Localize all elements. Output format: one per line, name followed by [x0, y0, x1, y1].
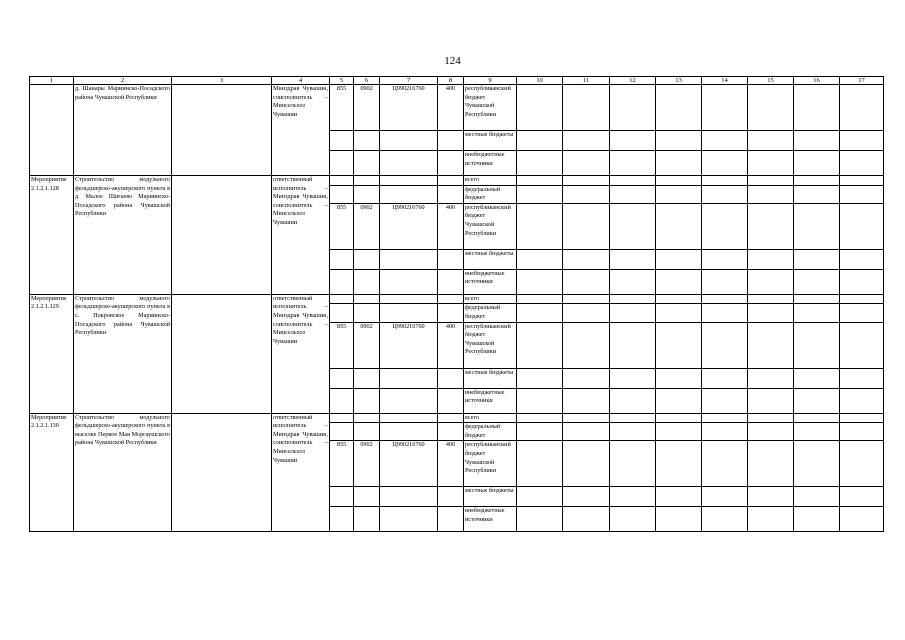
code-rzpr: 0902 [354, 322, 380, 368]
measure-name: Строительство модульного фельдшерско-акушерского пункта в с. Покровское Мариинско-Посадского района Чувашской Республики [74, 294, 172, 413]
funding-source: внебюджетные источники [464, 388, 517, 413]
empty-cell-col-17 [840, 151, 884, 176]
page-number: 124 [444, 55, 461, 67]
empty-cell-col-11 [563, 388, 610, 413]
measure-name: д. Шанары Мариинско-Посадского района Чувашской Республики [74, 85, 172, 176]
empty-cell-col-12 [610, 441, 656, 487]
funding-source: всего [464, 413, 517, 423]
col-3 [172, 176, 272, 295]
empty-cell-col-10 [517, 507, 563, 532]
empty-cell-col-7 [380, 487, 438, 507]
empty-cell-col-17 [840, 269, 884, 294]
empty-cell-col-13 [656, 85, 702, 131]
empty-cell-col-13 [656, 151, 702, 176]
funding-source: федеральный бюджет [464, 423, 517, 441]
empty-cell-col-13 [656, 441, 702, 487]
empty-cell-col-7 [380, 368, 438, 388]
empty-cell-col-8 [438, 304, 464, 322]
empty-cell-col-12 [610, 269, 656, 294]
empty-cell-col-7 [380, 423, 438, 441]
empty-cell-col-15 [748, 185, 794, 203]
empty-cell-col-17 [840, 294, 884, 304]
header-col-6: 6 [354, 77, 380, 85]
empty-cell-col-13 [656, 249, 702, 269]
empty-cell-col-5 [330, 487, 354, 507]
empty-cell-col-11 [563, 487, 610, 507]
empty-cell-col-11 [563, 441, 610, 487]
empty-cell-col-16 [794, 294, 840, 304]
funding-source: местные бюджеты [464, 131, 517, 151]
empty-cell-col-17 [840, 487, 884, 507]
empty-cell-col-14 [702, 368, 748, 388]
empty-cell-col-14 [702, 294, 748, 304]
empty-cell-col-16 [794, 269, 840, 294]
code-grbs: 855 [330, 441, 354, 487]
empty-cell-col-11 [563, 368, 610, 388]
empty-cell-col-15 [748, 487, 794, 507]
code-grbs: 855 [330, 85, 354, 131]
empty-cell-col-7 [380, 507, 438, 532]
empty-cell-col-16 [794, 151, 840, 176]
empty-cell-col-11 [563, 85, 610, 131]
empty-cell-col-6 [354, 151, 380, 176]
header-col-14: 14 [702, 77, 748, 85]
empty-cell-col-10 [517, 151, 563, 176]
header-col-1: 1 [30, 77, 74, 85]
empty-cell-col-7 [380, 176, 438, 186]
empty-cell-col-6 [354, 131, 380, 151]
empty-cell-col-5 [330, 507, 354, 532]
empty-cell-col-17 [840, 176, 884, 186]
executor: ответственный исполнитель – Минздрав Чувашии, соисполнитель – Минсельхоз Чувашии [272, 176, 330, 295]
header-col-15: 15 [748, 77, 794, 85]
empty-cell-col-14 [702, 487, 748, 507]
empty-cell-col-11 [563, 249, 610, 269]
empty-cell-col-16 [794, 487, 840, 507]
empty-cell-col-17 [840, 388, 884, 413]
empty-cell-col-14 [702, 249, 748, 269]
empty-cell-col-11 [563, 131, 610, 151]
empty-cell-col-13 [656, 176, 702, 186]
empty-cell-col-17 [840, 413, 884, 423]
empty-cell-col-14 [702, 304, 748, 322]
col-3 [172, 294, 272, 413]
empty-cell-col-10 [517, 249, 563, 269]
empty-cell-col-6 [354, 269, 380, 294]
empty-cell-col-17 [840, 85, 884, 131]
empty-cell-col-15 [748, 249, 794, 269]
code-grbs: 855 [330, 322, 354, 368]
funding-source: внебюджетные источники [464, 269, 517, 294]
empty-cell-col-5 [330, 304, 354, 322]
empty-cell-col-7 [380, 151, 438, 176]
empty-cell-col-10 [517, 131, 563, 151]
empty-cell-col-12 [610, 131, 656, 151]
empty-cell-col-5 [330, 368, 354, 388]
code-vr: 400 [438, 203, 464, 249]
empty-cell-col-6 [354, 176, 380, 186]
empty-cell-col-12 [610, 304, 656, 322]
empty-cell-col-11 [563, 151, 610, 176]
empty-cell-col-11 [563, 269, 610, 294]
code-csr: Ц990216760 [380, 203, 438, 249]
empty-cell-col-16 [794, 185, 840, 203]
empty-cell-col-16 [794, 249, 840, 269]
empty-cell-col-15 [748, 304, 794, 322]
header-col-4: 4 [272, 77, 330, 85]
empty-cell-col-14 [702, 131, 748, 151]
executor: ответственный исполнитель – Минздрав Чувашии, соисполнитель – Минсельхоз Чувашии [272, 294, 330, 413]
empty-cell-col-6 [354, 304, 380, 322]
empty-cell-col-8 [438, 413, 464, 423]
empty-cell-col-5 [330, 151, 354, 176]
empty-cell-col-5 [330, 249, 354, 269]
empty-cell-col-16 [794, 85, 840, 131]
empty-cell-col-14 [702, 203, 748, 249]
empty-cell-col-16 [794, 507, 840, 532]
empty-cell-col-14 [702, 441, 748, 487]
empty-cell-col-13 [656, 131, 702, 151]
funding-source: республиканский бюджет Чувашской Республики [464, 203, 517, 249]
header-col-16: 16 [794, 77, 840, 85]
empty-cell-col-7 [380, 269, 438, 294]
empty-cell-col-15 [748, 203, 794, 249]
empty-cell-col-5 [330, 176, 354, 186]
measure-label: Мероприятие 2.1.2.1.128 [30, 176, 74, 295]
empty-cell-col-14 [702, 413, 748, 423]
empty-cell-col-11 [563, 203, 610, 249]
empty-cell-col-16 [794, 176, 840, 186]
empty-cell-col-6 [354, 423, 380, 441]
empty-cell-col-16 [794, 423, 840, 441]
empty-cell-col-10 [517, 185, 563, 203]
funding-source: местные бюджеты [464, 249, 517, 269]
empty-cell-col-8 [438, 368, 464, 388]
empty-cell-col-16 [794, 322, 840, 368]
empty-cell-col-12 [610, 487, 656, 507]
empty-cell-col-17 [840, 322, 884, 368]
empty-cell-col-6 [354, 487, 380, 507]
empty-cell-col-7 [380, 185, 438, 203]
empty-cell-col-16 [794, 413, 840, 423]
empty-cell-col-6 [354, 388, 380, 413]
measure-label [30, 85, 74, 176]
measure-label: Мероприятие 2.1.2.1.130 [30, 413, 74, 532]
empty-cell-col-12 [610, 85, 656, 131]
empty-cell-col-11 [563, 294, 610, 304]
table-row [30, 85, 884, 131]
empty-cell-col-7 [380, 304, 438, 322]
empty-cell-col-12 [610, 423, 656, 441]
empty-cell-col-5 [330, 388, 354, 413]
empty-cell-col-12 [610, 249, 656, 269]
table-row [30, 77, 884, 85]
empty-cell-col-17 [840, 203, 884, 249]
empty-cell-col-12 [610, 294, 656, 304]
code-vr: 400 [438, 322, 464, 368]
empty-cell-col-13 [656, 269, 702, 294]
empty-cell-col-6 [354, 249, 380, 269]
empty-cell-col-10 [517, 487, 563, 507]
empty-cell-col-13 [656, 368, 702, 388]
header-col-5: 5 [330, 77, 354, 85]
empty-cell-col-17 [840, 441, 884, 487]
empty-cell-col-14 [702, 322, 748, 368]
empty-cell-col-16 [794, 368, 840, 388]
empty-cell-col-12 [610, 185, 656, 203]
empty-cell-col-15 [748, 507, 794, 532]
table-row [30, 294, 884, 304]
funding-source: республиканский бюджет Чувашской Республики [464, 441, 517, 487]
empty-cell-col-13 [656, 185, 702, 203]
col-3 [172, 413, 272, 532]
empty-cell-col-7 [380, 249, 438, 269]
empty-cell-col-7 [380, 388, 438, 413]
empty-cell-col-15 [748, 85, 794, 131]
empty-cell-col-16 [794, 203, 840, 249]
empty-cell-col-8 [438, 176, 464, 186]
empty-cell-col-10 [517, 269, 563, 294]
empty-cell-col-13 [656, 203, 702, 249]
header-col-7: 7 [380, 77, 438, 85]
empty-cell-col-13 [656, 294, 702, 304]
empty-cell-col-17 [840, 368, 884, 388]
header-col-10: 10 [517, 77, 563, 85]
empty-cell-col-8 [438, 388, 464, 413]
empty-cell-col-14 [702, 388, 748, 413]
executor: Минздрав Чувашии, соисполнитель – Минсельхоз Чувашии [272, 85, 330, 176]
empty-cell-col-12 [610, 203, 656, 249]
empty-cell-col-12 [610, 176, 656, 186]
empty-cell-col-6 [354, 368, 380, 388]
empty-cell-col-5 [330, 413, 354, 423]
empty-cell-col-8 [438, 249, 464, 269]
empty-cell-col-11 [563, 507, 610, 532]
empty-cell-col-17 [840, 249, 884, 269]
empty-cell-col-6 [354, 413, 380, 423]
measure-name: Строительство модульного фельдшерско-акушерского пункта в выселке Первое Мая Моргаушского района Чувашской Республики [74, 413, 172, 532]
empty-cell-col-10 [517, 294, 563, 304]
table-row [30, 176, 884, 186]
empty-cell-col-10 [517, 304, 563, 322]
empty-cell-col-16 [794, 131, 840, 151]
header-col-11: 11 [563, 77, 610, 85]
empty-cell-col-16 [794, 441, 840, 487]
measure-name: Строительство модульного фельдшерско-акушерского пункта в д. Малое Шигаево Мариинско-Посадского района Чувашской Республики [74, 176, 172, 295]
empty-cell-col-6 [354, 185, 380, 203]
funding-source: всего [464, 294, 517, 304]
empty-cell-col-8 [438, 185, 464, 203]
empty-cell-col-11 [563, 304, 610, 322]
empty-cell-col-12 [610, 413, 656, 423]
header-col-13: 13 [656, 77, 702, 85]
funding-source: местные бюджеты [464, 368, 517, 388]
budget-table [29, 76, 884, 532]
empty-cell-col-12 [610, 322, 656, 368]
empty-cell-col-10 [517, 388, 563, 413]
empty-cell-col-15 [748, 269, 794, 294]
empty-cell-col-5 [330, 294, 354, 304]
col-3 [172, 85, 272, 176]
funding-source: федеральный бюджет [464, 304, 517, 322]
empty-cell-col-17 [840, 304, 884, 322]
empty-cell-col-13 [656, 388, 702, 413]
empty-cell-col-15 [748, 388, 794, 413]
empty-cell-col-5 [330, 269, 354, 294]
empty-cell-col-5 [330, 423, 354, 441]
code-csr: Ц990216760 [380, 441, 438, 487]
empty-cell-col-15 [748, 368, 794, 388]
code-csr: Ц990216760 [380, 322, 438, 368]
empty-cell-col-8 [438, 487, 464, 507]
empty-cell-col-17 [840, 423, 884, 441]
empty-cell-col-11 [563, 413, 610, 423]
empty-cell-col-14 [702, 269, 748, 294]
code-vr: 400 [438, 441, 464, 487]
empty-cell-col-16 [794, 388, 840, 413]
empty-cell-col-7 [380, 413, 438, 423]
empty-cell-col-13 [656, 304, 702, 322]
empty-cell-col-15 [748, 151, 794, 176]
empty-cell-col-13 [656, 487, 702, 507]
empty-cell-col-11 [563, 423, 610, 441]
empty-cell-col-10 [517, 413, 563, 423]
empty-cell-col-12 [610, 151, 656, 176]
header-col-3: 3 [172, 77, 272, 85]
funding-source: внебюджетные источники [464, 507, 517, 532]
empty-cell-col-14 [702, 185, 748, 203]
empty-cell-col-16 [794, 304, 840, 322]
empty-cell-col-12 [610, 368, 656, 388]
executor: ответственный исполнитель – Минздрав Чувашии, соисполнитель – Минсельхоз Чувашии [272, 413, 330, 532]
empty-cell-col-7 [380, 131, 438, 151]
empty-cell-col-15 [748, 322, 794, 368]
table-row [30, 413, 884, 423]
code-csr: Ц990216760 [380, 85, 438, 131]
empty-cell-col-8 [438, 507, 464, 532]
empty-cell-col-10 [517, 368, 563, 388]
empty-cell-col-8 [438, 269, 464, 294]
header-col-2: 2 [74, 77, 172, 85]
empty-cell-col-11 [563, 176, 610, 186]
empty-cell-col-14 [702, 151, 748, 176]
empty-cell-col-17 [840, 185, 884, 203]
empty-cell-col-5 [330, 131, 354, 151]
code-grbs: 855 [330, 203, 354, 249]
funding-source: республиканский бюджет Чувашской Республики [464, 322, 517, 368]
code-rzpr: 0902 [354, 441, 380, 487]
code-rzpr: 0902 [354, 203, 380, 249]
header-col-12: 12 [610, 77, 656, 85]
measure-label: Мероприятие 2.1.2.1.129 [30, 294, 74, 413]
empty-cell-col-12 [610, 388, 656, 413]
empty-cell-col-14 [702, 423, 748, 441]
header-col-17: 17 [840, 77, 884, 85]
funding-source: федеральный бюджет [464, 185, 517, 203]
empty-cell-col-10 [517, 85, 563, 131]
empty-cell-col-8 [438, 294, 464, 304]
empty-cell-col-7 [380, 294, 438, 304]
code-vr: 400 [438, 85, 464, 131]
empty-cell-col-14 [702, 176, 748, 186]
funding-source: республиканский бюджет Чувашской Республики [464, 85, 517, 131]
empty-cell-col-8 [438, 423, 464, 441]
empty-cell-col-13 [656, 507, 702, 532]
funding-source: внебюджетные источники [464, 151, 517, 176]
empty-cell-col-11 [563, 185, 610, 203]
empty-cell-col-10 [517, 176, 563, 186]
empty-cell-col-17 [840, 131, 884, 151]
empty-cell-col-12 [610, 507, 656, 532]
code-rzpr: 0902 [354, 85, 380, 131]
empty-cell-col-15 [748, 423, 794, 441]
empty-cell-col-10 [517, 203, 563, 249]
empty-cell-col-15 [748, 176, 794, 186]
empty-cell-col-8 [438, 131, 464, 151]
empty-cell-col-5 [330, 185, 354, 203]
empty-cell-col-6 [354, 294, 380, 304]
empty-cell-col-17 [840, 507, 884, 532]
empty-cell-col-15 [748, 294, 794, 304]
empty-cell-col-14 [702, 85, 748, 131]
empty-cell-col-14 [702, 507, 748, 532]
empty-cell-col-10 [517, 441, 563, 487]
empty-cell-col-10 [517, 322, 563, 368]
empty-cell-col-13 [656, 423, 702, 441]
empty-cell-col-15 [748, 441, 794, 487]
empty-cell-col-15 [748, 413, 794, 423]
empty-cell-col-15 [748, 131, 794, 151]
header-col-9: 9 [464, 77, 517, 85]
empty-cell-col-13 [656, 322, 702, 368]
empty-cell-col-11 [563, 322, 610, 368]
empty-cell-col-8 [438, 151, 464, 176]
header-col-8: 8 [438, 77, 464, 85]
empty-cell-col-6 [354, 507, 380, 532]
funding-source: всего [464, 176, 517, 186]
empty-cell-col-10 [517, 423, 563, 441]
funding-source: местные бюджеты [464, 487, 517, 507]
empty-cell-col-13 [656, 413, 702, 423]
